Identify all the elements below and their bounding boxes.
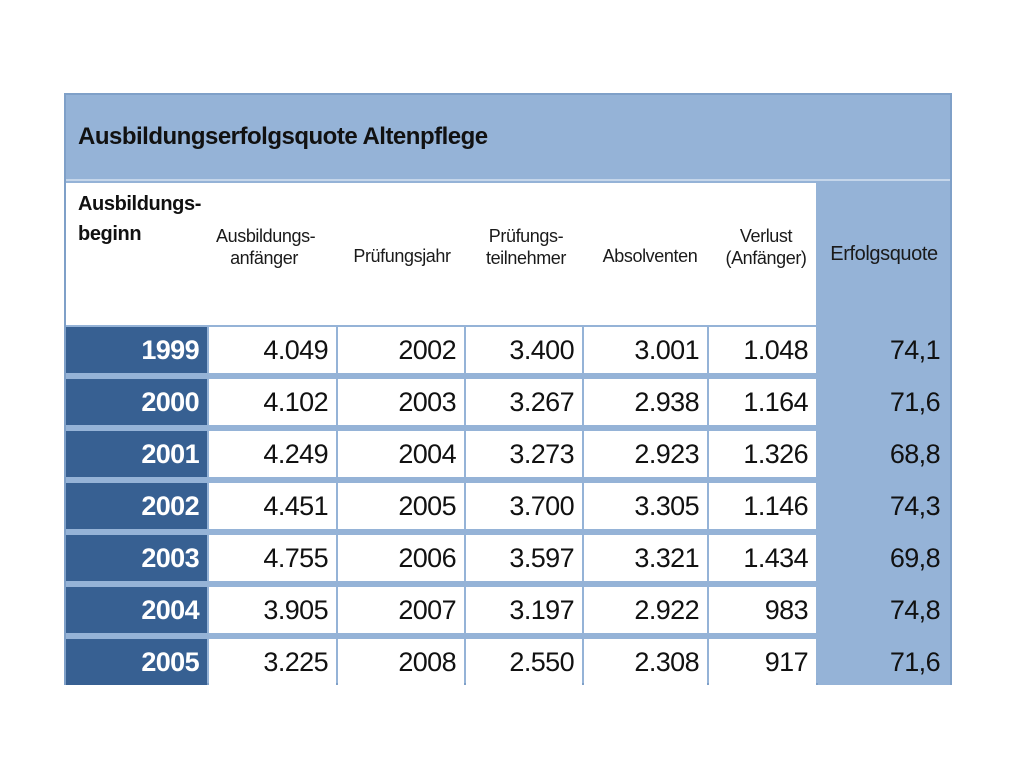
pruefungsjahr-cell: 2002 — [338, 327, 464, 373]
header-absolventen — [598, 245, 702, 267]
year-cell: 1999 — [66, 327, 207, 373]
header-line: Prüfungs- — [488, 226, 564, 246]
table-row — [66, 379, 950, 431]
table-row — [66, 327, 950, 379]
verlust-cell: 1.164 — [709, 379, 816, 425]
header-pruefungsjahr — [346, 245, 458, 267]
absolventen-cell: 3.321 — [584, 535, 707, 581]
table-row — [66, 483, 950, 535]
table-row — [66, 535, 950, 587]
verlust-cell: 1.146 — [709, 483, 816, 529]
anfaenger-cell: 3.225 — [209, 639, 336, 685]
absolventen-cell: 3.305 — [584, 483, 707, 529]
header-line: Ausbildungs- — [216, 226, 316, 246]
header-line: Prüfungsjahr — [353, 246, 451, 266]
teilnehmer-cell: 3.267 — [466, 379, 582, 425]
header-verlust — [718, 225, 814, 269]
year-cell: 2004 — [66, 587, 207, 633]
anfaenger-cell: 4.451 — [209, 483, 336, 529]
teilnehmer-cell: 2.550 — [466, 639, 582, 685]
absolventen-cell: 2.923 — [584, 431, 707, 477]
table-row — [66, 639, 950, 691]
header-ausbildungsanfaenger — [216, 225, 316, 269]
erfolgsquote-cell: 71,6 — [818, 639, 950, 685]
anfaenger-cell: 4.049 — [209, 327, 336, 373]
anfaenger-cell: 4.249 — [209, 431, 336, 477]
pruefungsjahr-cell: 2007 — [338, 587, 464, 633]
header-line: Ausbildungs- — [78, 193, 201, 215]
erfolgsquote-cell: 71,6 — [818, 379, 950, 425]
erfolgsquote-cell: 69,8 — [818, 535, 950, 581]
header-line: Verlust — [739, 226, 793, 246]
table-body — [66, 327, 950, 691]
absolventen-cell: 2.922 — [584, 587, 707, 633]
pruefungsjahr-cell: 2003 — [338, 379, 464, 425]
pruefungsjahr-cell: 2005 — [338, 483, 464, 529]
verlust-cell: 983 — [709, 587, 816, 633]
header-line: beginn — [78, 223, 142, 245]
erfolgsquote-cell: 74,8 — [818, 587, 950, 633]
erfolgsquote-cell: 74,3 — [818, 483, 950, 529]
verlust-cell: 1.434 — [709, 535, 816, 581]
header-line: anfänger — [230, 248, 298, 268]
pruefungsjahr-cell: 2008 — [338, 639, 464, 685]
erfolgsquote-cell: 74,1 — [818, 327, 950, 373]
pruefungsjahr-cell: 2004 — [338, 431, 464, 477]
verlust-cell: 1.048 — [709, 327, 816, 373]
verlust-cell: 917 — [709, 639, 816, 685]
erfolgsquote-cell: 68,8 — [818, 431, 950, 477]
success-rate-table — [64, 93, 952, 685]
anfaenger-cell: 3.905 — [209, 587, 336, 633]
year-cell: 2005 — [66, 639, 207, 685]
absolventen-cell: 3.001 — [584, 327, 707, 373]
teilnehmer-cell: 3.273 — [466, 431, 582, 477]
anfaenger-cell: 4.755 — [209, 535, 336, 581]
header-erfolgsquote — [820, 243, 948, 265]
pruefungsjahr-cell: 2006 — [338, 535, 464, 581]
absolventen-cell: 2.938 — [584, 379, 707, 425]
verlust-cell: 1.326 — [709, 431, 816, 477]
teilnehmer-cell: 3.197 — [466, 587, 582, 633]
header-line: Erfolgsquote — [830, 243, 938, 265]
teilnehmer-cell: 3.700 — [466, 483, 582, 529]
teilnehmer-cell: 3.400 — [466, 327, 582, 373]
year-cell: 2003 — [66, 535, 207, 581]
header-line: teilnehmer — [485, 248, 567, 268]
year-cell: 2000 — [66, 379, 207, 425]
header-pruefungsteilnehmer — [480, 225, 572, 269]
absolventen-cell: 2.308 — [584, 639, 707, 685]
year-cell: 2002 — [66, 483, 207, 529]
year-cell: 2001 — [66, 431, 207, 477]
teilnehmer-cell: 3.597 — [466, 535, 582, 581]
table-title: Ausbildungserfolgsquote Altenpflege — [66, 95, 950, 181]
header-line: Absolventen — [602, 246, 698, 266]
table-row — [66, 431, 950, 483]
header-line: (Anfänger) — [725, 248, 807, 268]
table-row — [66, 587, 950, 639]
header-ausbildungsbeginn — [78, 189, 201, 249]
anfaenger-cell: 4.102 — [209, 379, 336, 425]
